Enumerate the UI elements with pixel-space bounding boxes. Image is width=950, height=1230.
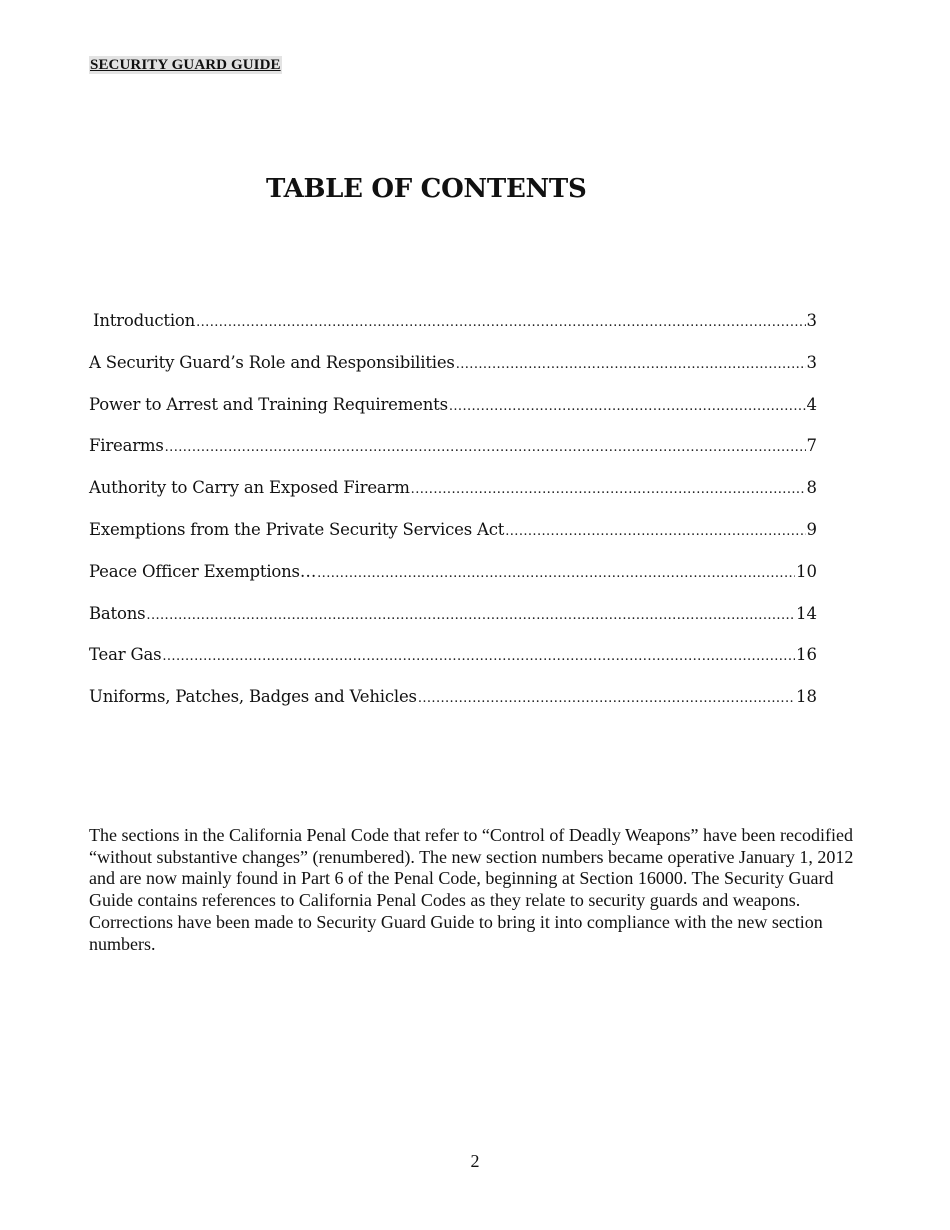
- page-number: 2: [470, 1151, 480, 1171]
- toc-entry-title: Introduction: [93, 311, 196, 330]
- toc-entry-title: Peace Officer Exemptions…: [89, 561, 317, 581]
- toc-entry-role-responsibilities[interactable]: [89, 346, 817, 388]
- toc-entry-exposed-firearm[interactable]: [89, 471, 817, 513]
- toc-entry-page: 10: [796, 561, 817, 581]
- toc-entry-title: Batons: [89, 603, 146, 623]
- toc-entry-tear-gas[interactable]: [89, 638, 817, 680]
- table-of-contents: [89, 304, 817, 722]
- dot-leader: [317, 557, 795, 591]
- toc-entry-firearms[interactable]: [89, 429, 817, 471]
- toc-entry-page: 3: [806, 311, 817, 330]
- toc-entry-title: Firearms: [89, 436, 164, 456]
- toc-entry-title: A Security Guard’s Role and Responsibilities: [89, 352, 455, 372]
- dot-leader: [418, 682, 795, 716]
- toc-entry-title: Power to Arrest and Training Requirements: [89, 394, 448, 414]
- dot-leader: [449, 390, 806, 424]
- toc-entry-title: Authority to Carry an Exposed Firearm: [89, 478, 410, 498]
- dot-leader: [165, 431, 806, 465]
- dot-leader: [196, 306, 805, 340]
- dot-leader: [505, 515, 805, 549]
- toc-entry-page: 16: [796, 645, 817, 665]
- recodification-note: The sections in the California Penal Code that refer to “Control of Deadly Weapons” have been recodified “without substantive changes” (renumbered). The new section numbers became operative January 1, 2012 and are now mainly found in Part 6 of the Penal Code, beginning at Section 16000. The Security Guard Guide contains references to California Penal Codes as they relate to security guards and weapons. Corrections have been made to Security Guard Guide to bring it into compliance with the new section numbers.: [89, 825, 854, 954]
- dot-leader: [411, 473, 806, 507]
- toc-entry-page: 8: [806, 478, 817, 498]
- toc-entry-page: 3: [806, 352, 817, 372]
- toc-entry-exemptions[interactable]: [89, 513, 817, 555]
- page-title: TABLE OF CONTENTS: [266, 174, 587, 204]
- toc-entry-peace-officer[interactable]: [89, 555, 817, 597]
- toc-entry-page: 9: [806, 519, 817, 539]
- toc-entry-title: Tear Gas: [89, 645, 162, 665]
- toc-entry-title: Exemptions from the Private Security Services Act: [89, 519, 505, 539]
- toc-entry-title: Uniforms, Patches, Badges and Vehicles: [89, 687, 417, 707]
- toc-entry-introduction[interactable]: [89, 304, 817, 346]
- dot-leader: [456, 348, 806, 382]
- dot-leader: [146, 599, 795, 633]
- toc-entry-power-to-arrest[interactable]: [89, 388, 817, 430]
- toc-entry-batons[interactable]: [89, 597, 817, 639]
- toc-entry-page: 14: [796, 603, 817, 623]
- toc-entry-page: 18: [796, 687, 817, 707]
- dot-leader: [162, 640, 795, 674]
- toc-entry-uniforms[interactable]: [89, 680, 817, 722]
- toc-entry-page: 7: [806, 436, 817, 456]
- toc-entry-page: 4: [806, 394, 817, 414]
- running-header: SECURITY GUARD GUIDE: [90, 57, 281, 73]
